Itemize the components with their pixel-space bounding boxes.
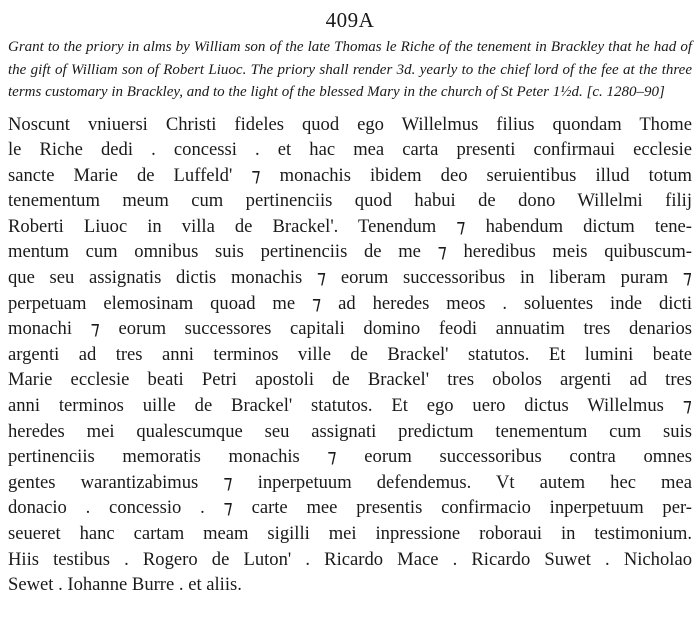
charter-line: anni terminos uille de Brackel' statutos. Et ego uero dictus Willelmus ⁊ xyxy=(8,395,692,417)
summary-line: Brackley that he had of the gift of William son of Robert Liuoc. The priory shall render 3d. xyxy=(8,39,692,78)
summary-line: yearly to the chief lord of the fee at the three terms customary in Brackley, and to the light xyxy=(8,61,692,100)
charter-line: Sewet . Iohanne Burre . et aliis. xyxy=(8,574,242,596)
summary-line: Grant to the priory in alms by William son of the late Thomas le Riche of the tenement in xyxy=(8,39,547,55)
charter-line: Noscunt vniuersi Christi fideles quod ego Willelmus filius quondam Thome xyxy=(8,113,692,135)
document-page xyxy=(8,8,692,598)
charter-line: Marie ecclesie beati Petri apostoli de Brackel' tres obolos argenti ad tres xyxy=(8,369,692,391)
charter-line: perpetuam elemosinam quoad me ⁊ ad heredes meos . soluentes inde dicti xyxy=(8,292,692,314)
charter-line: mentum cum omnibus suis pertinenciis de me ⁊ heredibus meis quibuscum- xyxy=(8,241,692,263)
charter-line: gentes warantizabimus ⁊ inperpetuum defendemus. Vt autem hec mea xyxy=(8,471,692,493)
charter-line: Roberti Liuoc in villa de Brackel'. Tenendum ⁊ habendum dictum tene- xyxy=(8,215,692,237)
charter-line: le Riche dedi . concessi . et hac mea carta presenti confirmaui ecclesie xyxy=(8,139,692,161)
charter-line: argenti ad tres anni terminos ville de Brackel' statutos. Et lumini beate xyxy=(8,343,692,365)
charter-line: pertinenciis memoratis monachis ⁊ eorum successoribus contra omnes xyxy=(8,446,692,468)
charter-line: Hiis testibus . Rogero de Luton' . Ricardo Mace . Ricardo Suwet . Nicholao xyxy=(8,548,692,570)
charter-text xyxy=(8,112,692,598)
summary-line: of the blessed Mary in the church of St Peter 1½d. [c. 1280–90] xyxy=(281,84,665,100)
charter-line: monachi ⁊ eorum successores capitali domino feodi annuatim tres denarios xyxy=(8,318,692,340)
charter-line: tenementum meum cum pertinenciis quod habui de dono Willelmi filij xyxy=(8,190,692,212)
charter-line: seueret hanc cartam meam sigilli mei inpressione roboraui in testimonium. xyxy=(8,523,692,544)
charter-line: que seu assignatis dictis monachis ⁊ eorum successoribus in liberam puram ⁊ xyxy=(8,267,692,289)
charter-line: sancte Marie de Luffeld' ⁊ monachis ibidem deo seruientibus illud totum xyxy=(8,164,692,186)
charter-line: donacio . concessio . ⁊ carte mee presentis confirmacio inperpetuum per- xyxy=(8,497,692,519)
charter-summary xyxy=(8,36,692,104)
charter-line: heredes mei qualescumque seu assignati predictum tenementum cum suis xyxy=(8,420,692,442)
charter-number: 409A xyxy=(325,8,375,32)
